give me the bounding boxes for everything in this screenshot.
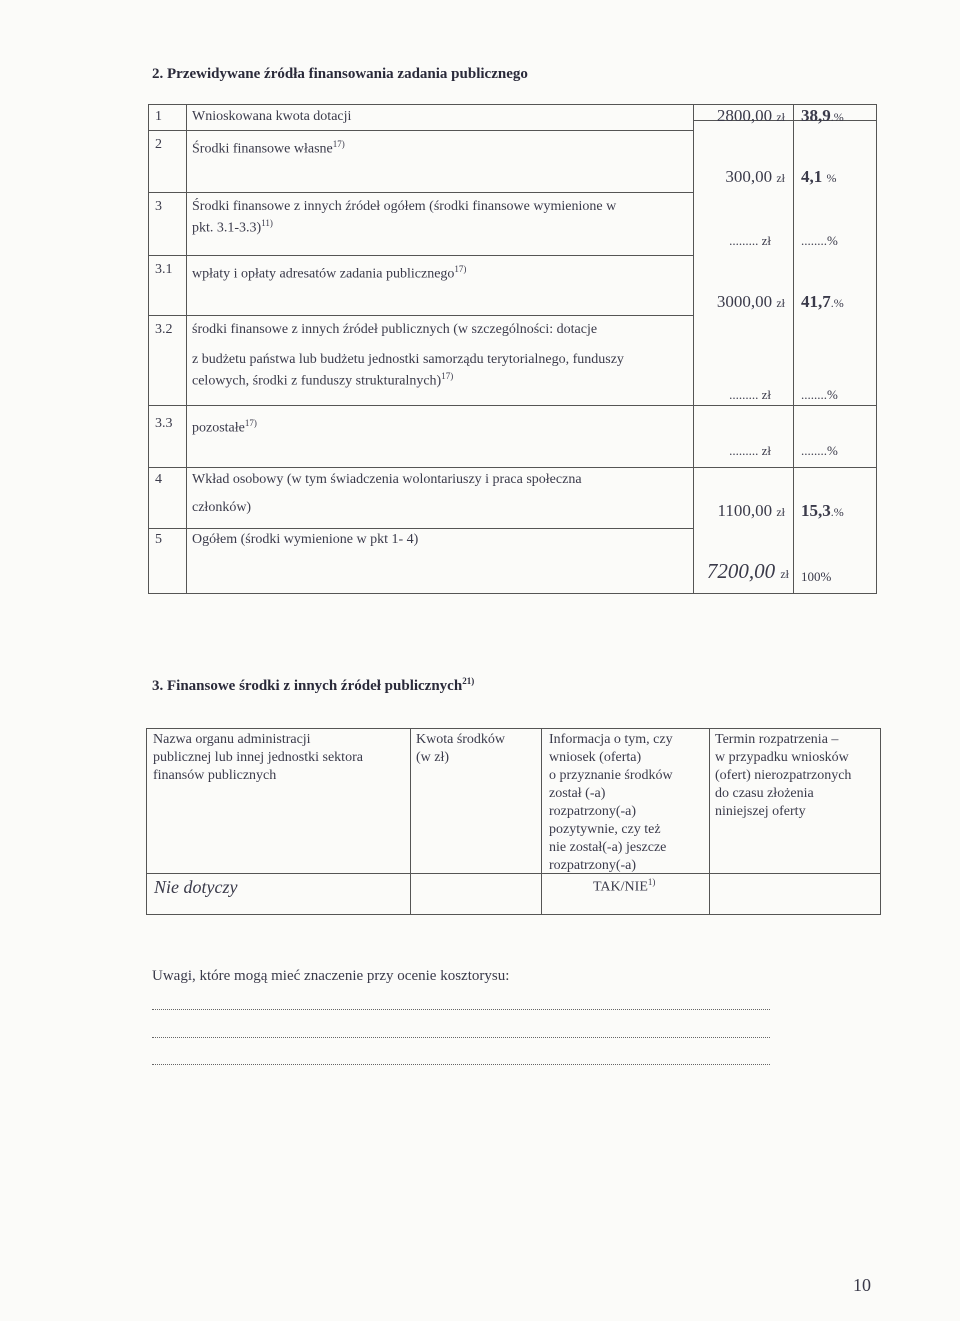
row-2-label: Środki finansowe własne$^{17)}$ (192, 139, 345, 157)
row-3-1-amount: 3000,00 zł (716, 292, 785, 311)
row-divider (149, 467, 877, 468)
row-divider (149, 315, 694, 316)
row-3-amount: ......... zł (729, 233, 771, 248)
row-divider (149, 130, 694, 131)
row-3-label: Środki finansowe z innych źródeł ogółem (środki finansowe wymienione w pkt. 3.1-3.3)$^{11)}$ (192, 199, 617, 236)
row-3-3-number: 3.3 (155, 416, 173, 431)
row-4-label: Wkład osobowy (w tym świadczenia wolontariuszy i praca społeczna (192, 472, 582, 487)
yes-no-value: TAK/NIE$^{1)}$ (593, 877, 656, 895)
remarks-line (152, 1064, 770, 1065)
row-2-percent: 4,1 % (801, 167, 837, 186)
row-3-1-number: 3.1 (155, 262, 173, 277)
col-divider (793, 105, 794, 593)
row-divider (149, 255, 694, 256)
not-applicable-value: Nie dotyczy (154, 877, 238, 897)
section-2-title: 2. Przewidywane źródła finansowania zadania publicznego (152, 66, 528, 82)
row-divider (149, 528, 694, 529)
row-3-percent: ........% (801, 233, 838, 248)
header-authority-name: Nazwa organu administracji publicznej lub innej jednostki sektora finansów publicznych (153, 732, 363, 783)
remarks-line (152, 1037, 770, 1038)
col-divider (709, 729, 710, 914)
row-3-1-percent: 41,7.% (801, 292, 844, 311)
header-review-deadline: Termin rozpatrzenia – w przypadku wniosków (ofert) nierozpatrzonych do czasu złożenia niniejszej oferty (715, 732, 852, 819)
financing-sources-table (148, 104, 877, 594)
row-1-percent: 38,9.% (801, 106, 844, 125)
page-number: 10 (853, 1275, 871, 1295)
row-divider (149, 192, 694, 193)
row-2-amount: 300,00 zł (725, 167, 785, 186)
row-1-label: Wnioskowana kwota dotacji (192, 109, 352, 124)
row-3-3-amount: ......... zł (729, 443, 771, 458)
col-divider (186, 105, 187, 593)
col-divider (410, 729, 411, 914)
row-5-percent: 100% (801, 569, 832, 584)
row-4-amount: 1100,00 zł (717, 501, 785, 520)
row-4-number: 4 (155, 472, 162, 487)
row-3-3-percent: ........% (801, 443, 838, 458)
public-funds-table (146, 728, 881, 915)
row-3-3-label: pozostałe$^{17)}$ (192, 418, 257, 436)
row-3-1-label: wpłaty i opłaty adresatów zadania publicznego$^{17)}$ (192, 264, 467, 282)
row-3-number: 3 (155, 199, 162, 214)
remarks-label: Uwagi, które mogą mieć znaczenie przy ocenie kosztorysu: (152, 968, 510, 984)
header-amount: Kwota środków (w zł) (416, 732, 506, 765)
row-1-amount: 2800,00 zł (716, 106, 785, 125)
row-2-number: 2 (155, 137, 162, 152)
remarks-line (152, 1009, 770, 1010)
row-4-percent: 15,3.% (801, 501, 844, 520)
row-3-2-label: środki finansowe z innych źródeł publicznych (w szczególności: dotacje (192, 322, 598, 337)
row-5-label: Ogółem (środki wymienione w pkt 1- 4) (192, 532, 419, 547)
row-divider (147, 873, 880, 874)
col-divider (541, 729, 542, 914)
row-divider (149, 405, 877, 406)
row-3-2-percent: ........% (801, 387, 838, 402)
row-1-number: 1 (155, 109, 162, 124)
row-4-label-cont: członków) (192, 500, 252, 515)
col-divider (693, 105, 694, 593)
row-3-2-number: 3.2 (155, 322, 173, 337)
row-5-amount: 7200,00 zł (706, 559, 789, 583)
row-3-2-label-cont: z budżetu państwa lub budżetu jednostki samorządu terytorialnego, funduszy celowych, środki z funduszy strukturalnych)$^{17)}$ (192, 352, 624, 389)
row-5-number: 5 (155, 532, 162, 547)
row-3-2-amount: ......... zł (729, 387, 771, 402)
header-application-info: Informacja o tym, czy wniosek (oferta) o przyznanie środków został (-a) rozpatrzony(-a) pozytywnie, czy też nie został(-a) jeszcze rozpatrzony(-a) (549, 732, 673, 873)
section-3-title: 3. Finansowe środki z innych źródeł publicznych$^{21)}$ (152, 676, 475, 694)
